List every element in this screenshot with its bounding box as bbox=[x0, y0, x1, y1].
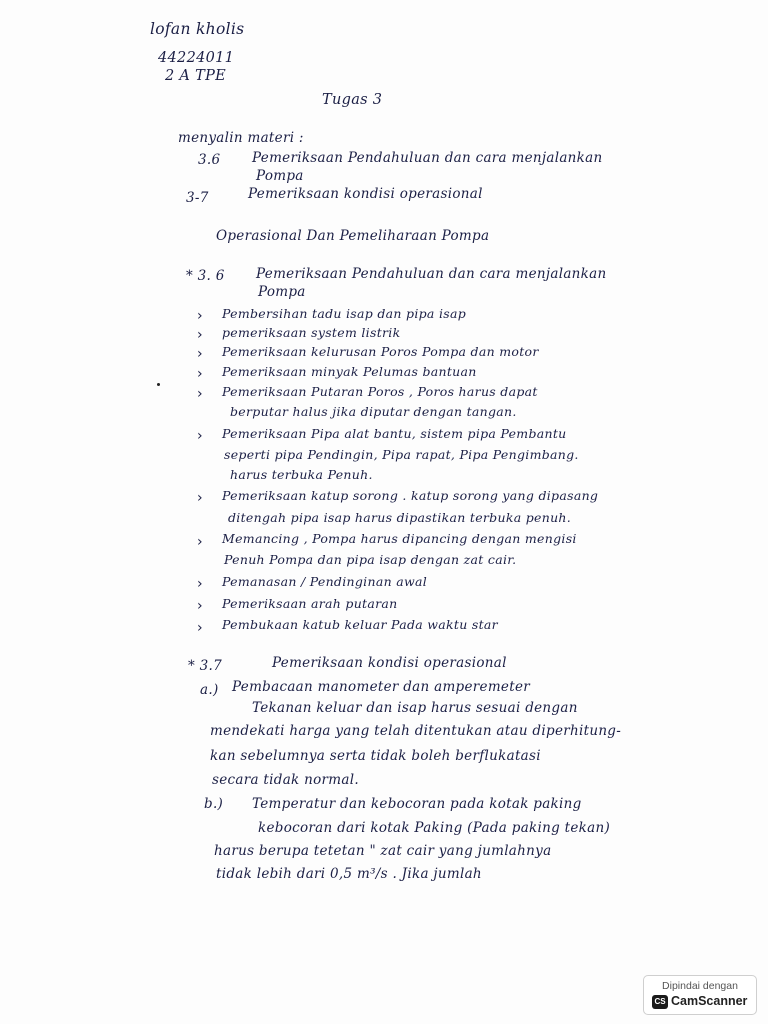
item-label: b.) bbox=[204, 796, 224, 812]
paragraph-line: kan sebelumnya serta tidak boleh berflukatasi bbox=[210, 748, 541, 764]
camscanner-logo-icon: CS bbox=[652, 995, 668, 1009]
bullet-marker: › bbox=[197, 534, 203, 550]
item-label: a.) bbox=[200, 682, 219, 698]
paragraph-line: harus berupa tetetan " zat cair yang jumlahnya bbox=[214, 843, 552, 859]
assignment-title: Tugas 3 bbox=[322, 92, 383, 108]
bullet-text: Pemeriksaan katup sorong . katup sorong yang dipasang bbox=[222, 488, 599, 503]
paragraph-line: kebocoran dari kotak Paking (Pada paking tekan) bbox=[258, 820, 611, 836]
section-marker: * 3.7 bbox=[188, 658, 223, 674]
intro-heading: menyalin materi : bbox=[178, 130, 304, 146]
watermark-caption: Dipindai dengan bbox=[662, 980, 738, 992]
bullet-marker: › bbox=[197, 386, 203, 402]
intro-item-num: 3.6 bbox=[198, 152, 221, 168]
bullet-text: Pemeriksaan Pipa alat bantu, sistem pipa Pembantu bbox=[222, 426, 567, 441]
bullet-text: Pemanasan / Pendinginan awal bbox=[222, 574, 428, 589]
bullet-marker: › bbox=[197, 490, 203, 506]
bullet-marker: › bbox=[197, 620, 203, 636]
paragraph-line: tidak lebih dari 0,5 m³/s . Jika jumlah bbox=[216, 866, 482, 882]
bullet-text: pemeriksaan system listrik bbox=[222, 325, 401, 340]
bullet-marker: › bbox=[197, 598, 203, 614]
paragraph-line: Tekanan keluar dan isap harus sesuai dengan bbox=[252, 700, 578, 716]
intro-item-text: Pemeriksaan kondisi operasional bbox=[248, 186, 483, 202]
ink-dot bbox=[157, 383, 160, 386]
student-name: lofan kholis bbox=[150, 20, 245, 38]
camscanner-watermark bbox=[643, 975, 757, 1015]
intro-item-num: 3-7 bbox=[186, 190, 209, 206]
intro-item-cont: Pompa bbox=[256, 168, 304, 184]
section-title-cont: Pompa bbox=[258, 284, 306, 300]
bullet-marker: › bbox=[197, 428, 203, 444]
bullet-text: Pemeriksaan arah putaran bbox=[222, 596, 398, 611]
bullet-marker: › bbox=[197, 308, 203, 324]
bullet-marker: › bbox=[197, 576, 203, 592]
bullet-text: Pembersihan tadu isap dan pipa isap bbox=[222, 306, 467, 321]
paragraph-line: mendekati harga yang telah ditentukan atau diperhitung- bbox=[210, 723, 622, 739]
bullet-text: seperti pipa Pendingin, Pipa rapat, Pipa Pengimbang. bbox=[224, 447, 579, 462]
bullet-text: Penuh Pompa dan pipa isap dengan zat cair. bbox=[224, 552, 517, 567]
section-marker: * 3. 6 bbox=[186, 268, 225, 284]
bullet-text: Pembukaan katub keluar Pada waktu star bbox=[222, 617, 498, 632]
bullet-marker: › bbox=[197, 346, 203, 362]
student-class: 2 A TPE bbox=[165, 68, 227, 84]
bullet-text: ditengah pipa isap harus dipastikan terbuka penuh. bbox=[228, 510, 572, 525]
bullet-text: Pemeriksaan Putaran Poros , Poros harus dapat bbox=[222, 384, 538, 399]
paragraph-line: secara tidak normal. bbox=[212, 772, 359, 788]
watermark-brand: CamScanner bbox=[671, 994, 748, 1008]
bullet-text: Pemeriksaan minyak Pelumas bantuan bbox=[222, 364, 477, 379]
bullet-text: Memancing , Pompa harus dipancing dengan mengisi bbox=[222, 531, 577, 546]
student-id: 44224011 bbox=[158, 50, 235, 66]
item-title: Temperatur dan kebocoran pada kotak paking bbox=[252, 796, 582, 812]
bullet-marker: › bbox=[197, 366, 203, 382]
section-title: Pemeriksaan kondisi operasional bbox=[272, 655, 507, 671]
section-subtitle: Operasional Dan Pemeliharaan Pompa bbox=[216, 228, 490, 244]
intro-item-text: Pemeriksaan Pendahuluan dan cara menjalankan bbox=[252, 150, 603, 166]
section-title: Pemeriksaan Pendahuluan dan cara menjalankan bbox=[256, 266, 607, 282]
bullet-text: Pemeriksaan kelurusan Poros Pompa dan motor bbox=[222, 344, 539, 359]
bullet-marker: › bbox=[197, 327, 203, 343]
item-title: Pembacaan manometer dan amperemeter bbox=[232, 679, 530, 695]
bullet-text: berputar halus jika diputar dengan tangan. bbox=[230, 404, 517, 419]
bullet-text: harus terbuka Penuh. bbox=[230, 467, 373, 482]
